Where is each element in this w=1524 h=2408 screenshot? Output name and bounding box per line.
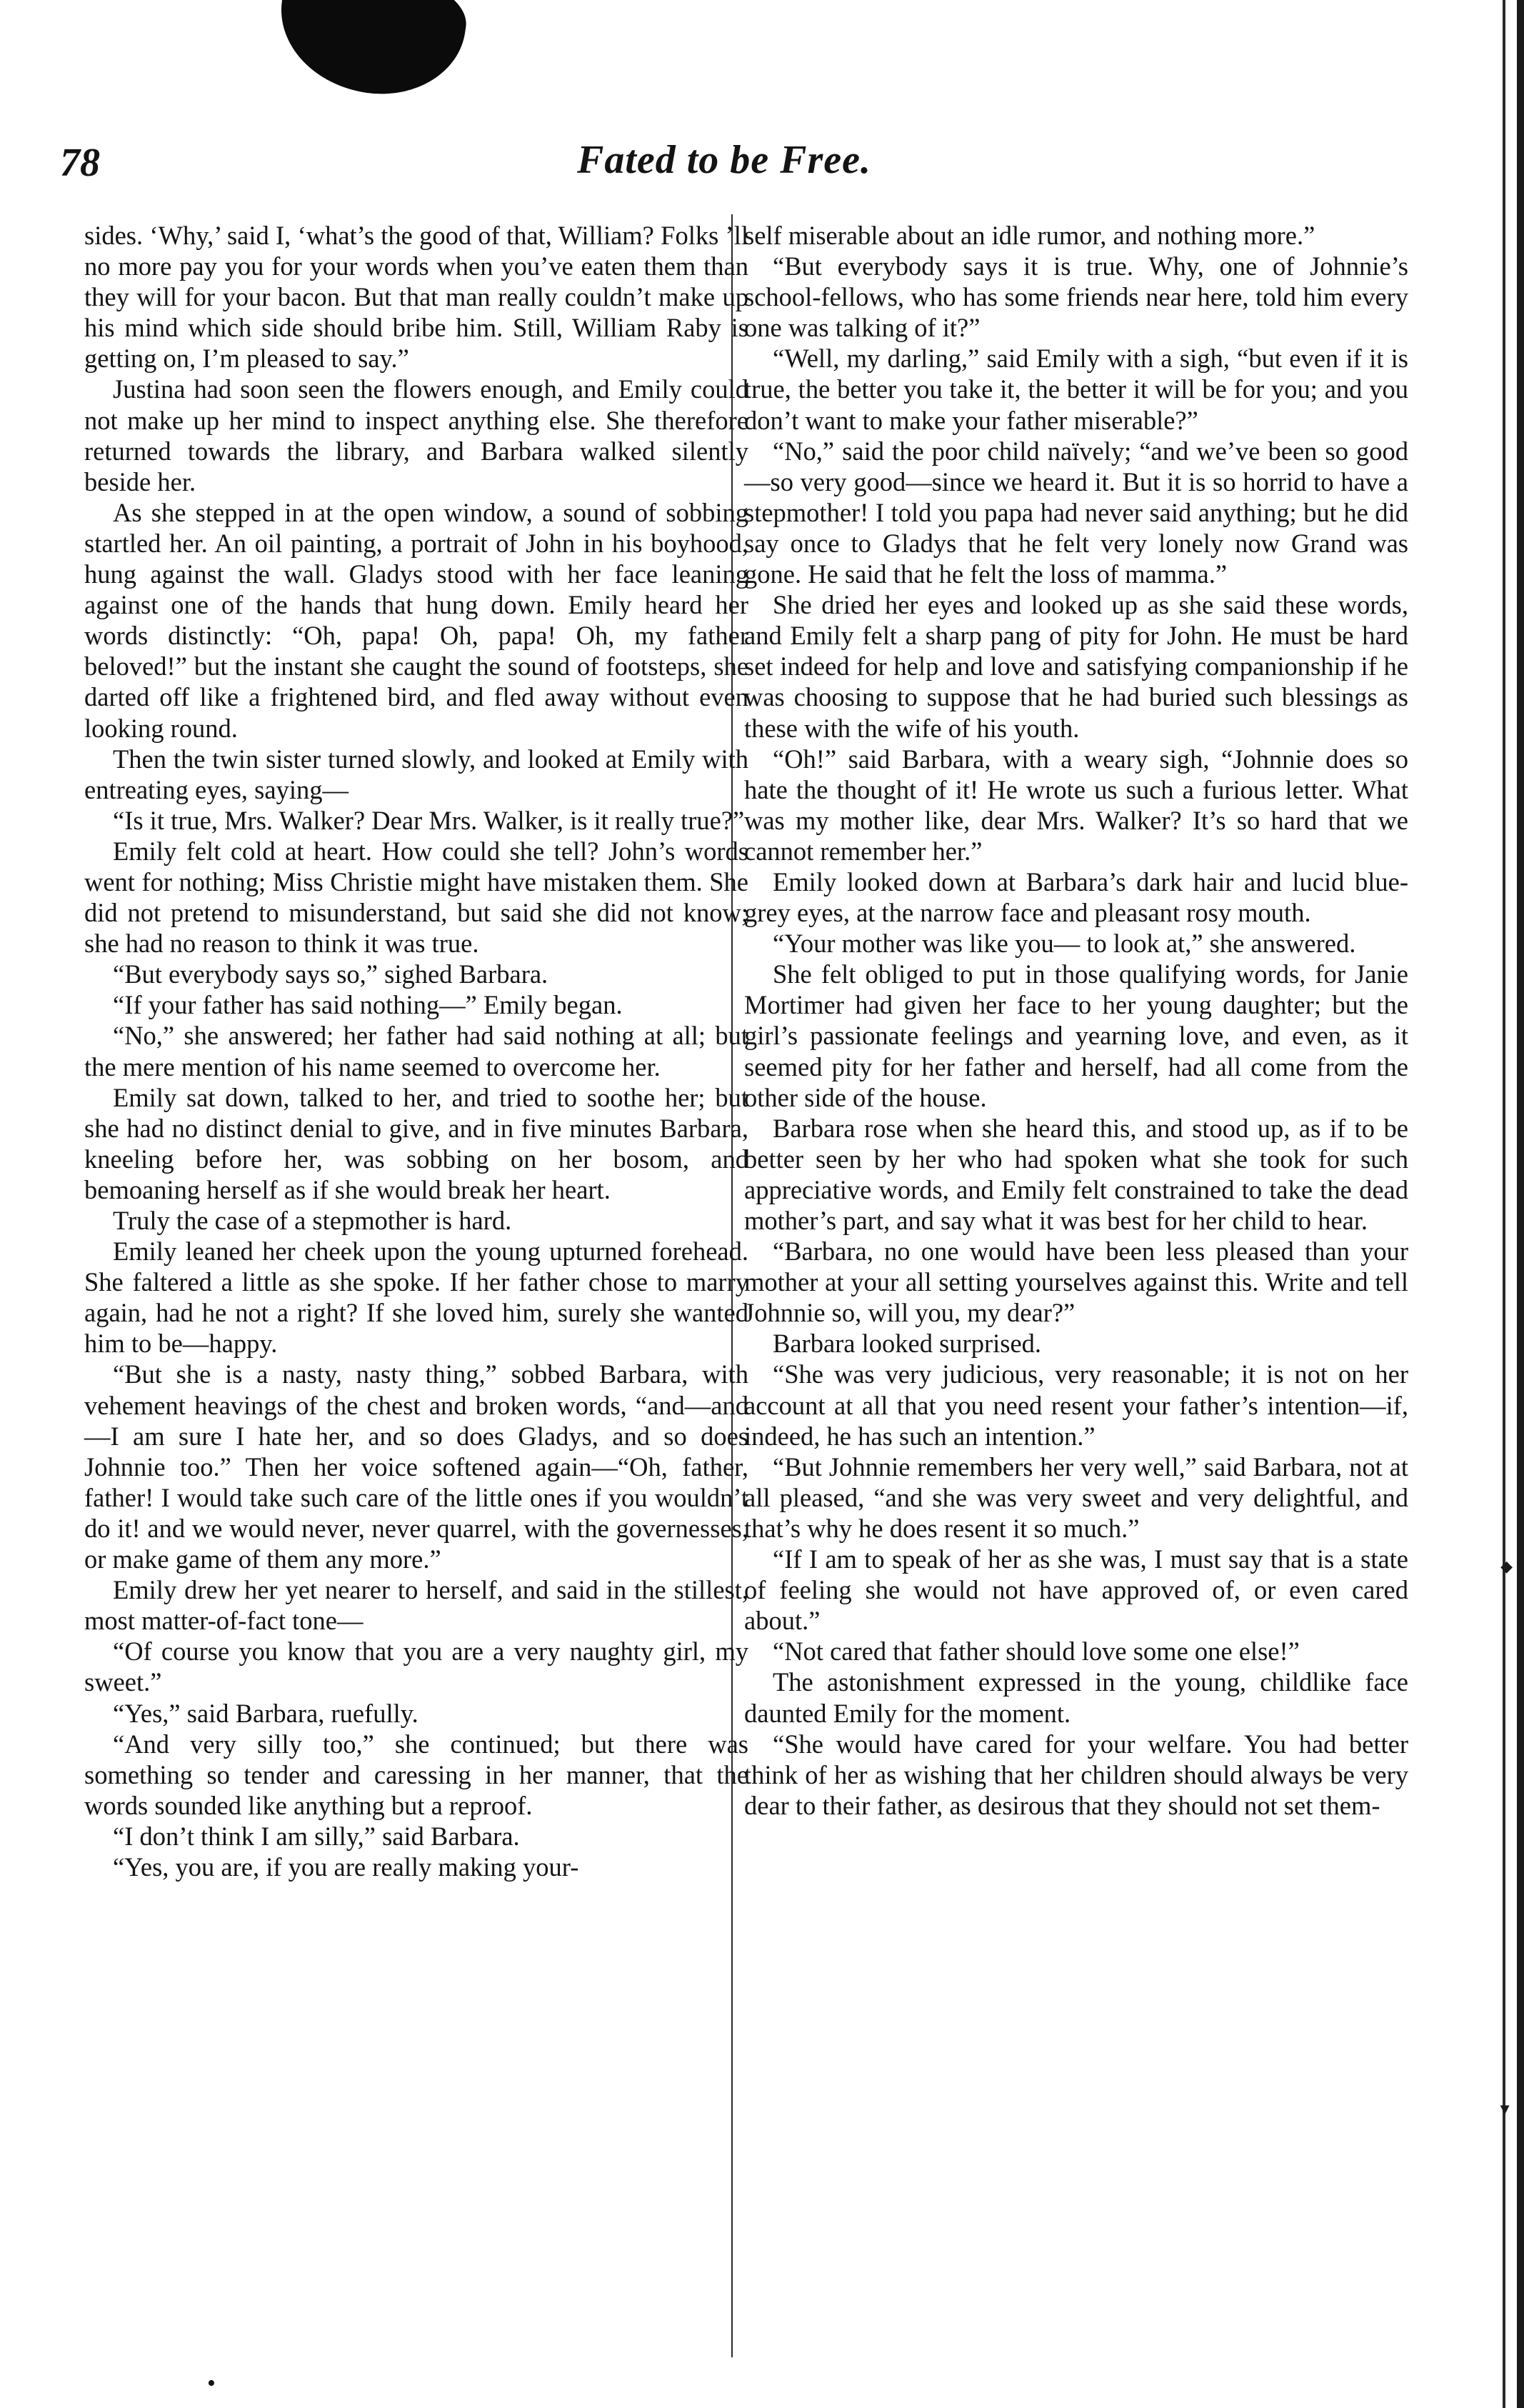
paragraph: “But she is a nasty, nasty thing,” sobbed Barbara, with vehement heavings of the chest and broken words, “and—and—I am sure I hate her, and so does Gladys, and so does Johnnie too.” Then her voice softened again—“Oh, father, father! I would take such care of the little ones if you wouldn’t do it! and we would never, never quarrel, with the governesses, or make game of them any more.” [84,1359,748,1574]
paragraph: As she stepped in at the open window, a sound of sobbing startled her. An oil painting, a portrait of John in his boyhood, hung against the wall. Gladys stood with her face leaning against one of the hands that hung down. Emily heard her words distinctly: “Oh, papa! Oh, papa! Oh, my father beloved!” but the instant she caught the sound of footsteps, she darted off like a frightened bird, and fled away without even looking round. [84,497,748,743]
paragraph: “But everybody says so,” sighed Barbara. [113,959,548,989]
paragraph: “Is it true, Mrs. Walker? Dear Mrs. Walker, is it really true?” [113,805,745,835]
left-column [84,220,748,1882]
paragraph: “Barbara, no one would have been less pleased than your mother at your all setting yourselves against this. Write and tell Johnnie so, will you, my dear?” [744,1237,1408,1328]
paragraph: “But everybody says it is true. Why, one of Johnnie’s school-fellows, who has some friends near here, told him every one was talking of it?” [744,251,1408,343]
paragraph: “No,” she answered; her father had said nothing at all; but the mere mention of his name seemed to overcome her. [84,1021,748,1081]
paragraph: “But Johnnie remembers her very well,” said Barbara, not at all pleased, “and she was very sweet and very delightful, and that’s why he does resent it so much.” [744,1452,1408,1543]
paragraph: She felt obliged to put in those qualifying words, for Janie Mortimer had given her face to her young daughter; but the girl’s passionate feelings and yearning love, and even, as it seemed pity for her father and herself, had all come from the other side of the house. [744,959,1408,1112]
paragraph: Barbara looked surprised. [773,1329,1042,1359]
paragraph: “I don’t think I am silly,” said Barbara. [113,1821,520,1851]
paragraph: Emily looked down at Barbara’s dark hair and lucid blue-grey eyes, at the narrow face and pleasant rosy mouth. [744,866,1408,928]
paragraph: She dried her eyes and looked up as she said these words, and Emily felt a sharp pang of pity for John. He must be hard set indeed for help and love and satisfying companionship if he was choosing to suppose that he had buried such blessings as these with the wife of his youth. [744,590,1408,743]
paragraph: Emily sat down, talked to her, and tried to soothe her; but she had no distinct denial to give, and in five minutes Barbara, kneeling before her, was sobbing on her bosom, and bemoaning herself as if she would break her heart. [84,1082,748,1204]
paragraph: Truly the case of a stepmother is hard. [113,1206,512,1235]
paragraph: The astonishment expressed in the young, childlike face daunted Emily for the moment. [744,1667,1408,1728]
right-column [744,220,1408,1821]
page-header [60,127,1388,191]
paragraph: Barbara rose when she heard this, and stood up, as if to be better seen by her who had spoken what she took for such appreciative words, and Emily felt constrained to take the dead mother’s part, and say what it was best for her child to hear. [744,1113,1408,1235]
paragraph: “If I am to speak of her as she was, I must say that is a state of feeling she would not have approved of, or even cared about.” [744,1544,1408,1636]
paragraph: Emily felt cold at heart. How could she tell? John’s words went for nothing; Miss Christie might have mistaken them. She did not pretend to misunderstand, but said she did not know; she had no reason to think it was true. [84,836,748,959]
paragraph: sides. ‘Why,’ said I, ‘what’s the good of that, William? Folks ’ll no more pay you for your words when you’ve eaten them than they will for your bacon. But that man really couldn’t make up his mind which side should bribe him. Still, William Raby is getting on, I’m pleased to say.” [84,221,748,374]
paragraph: self miserable about an idle rumor, and nothing more.” [744,221,1315,250]
paragraph: “Well, my darling,” said Emily with a sigh, “but even if it is true, the better you take it, the better it will be for you; and you don’t want to make your father miserable?” [744,344,1408,435]
edge-mark: ▼ [1497,2100,1513,2118]
paragraph: “Oh!” said Barbara, with a weary sigh, “Johnnie does so hate the thought of it! He wrote us such a furious letter. What was my mother like, dear Mrs. Walker? It’s so hard that we cannot remember her.” [744,744,1408,866]
page-number: 78 [60,141,100,185]
paragraph: “Yes,” said Barbara, ruefully. [113,1698,418,1728]
paragraph: “Yes, you are, if you are really making your- [113,1852,579,1882]
paragraph: “If your father has said nothing—” Emily began. [113,990,623,1020]
ink-blot [271,0,471,105]
page-edge-line [1503,0,1505,2408]
edge-mark: ◆ [1500,1557,1513,1575]
paragraph: Justina had soon seen the flowers enough, and Emily could not make up her mind to inspect anything else. She therefore returned towards the library, and Barbara walked silently beside her. [84,374,748,496]
paragraph: “Not cared that father should love some one else!” [773,1637,1300,1667]
paragraph: “No,” said the poor child naïvely; “and we’ve been so good—so very good—since we heard it. But it is so horrid to have a stepmother! I told you papa had never said anything; but he did say once to Gladys that he felt very lonely now Grand was gone. He said that he felt the loss of mamma.” [744,436,1408,589]
paragraph: “She was very judicious, very reasonable; it is not on her account at all that you need resent your father’s intention—if, indeed, he has such an intention.” [744,1359,1408,1451]
paragraph: “She would have cared for your welfare. You had better think of her as wishing that her children should always be very dear to their father, as desirous that they should not set them- [744,1729,1408,1820]
paragraph: “And very silly too,” she continued; but there was something so tender and caressing in her manner, that the words sounded like anything but a reproof. [84,1729,748,1820]
paragraph: Emily drew her yet nearer to herself, and said in the stillest, most matter-of-fact tone— [84,1575,748,1636]
bottom-dot: • [207,2370,216,2397]
paragraph: “Your mother was like you— to look at,” she answered. [773,929,1356,959]
running-title: Fated to be Free. [576,138,872,182]
paragraph: Then the twin sister turned slowly, and looked at Emily with entreating eyes, saying— [84,744,748,804]
paragraph: “Of course you know that you are a very naughty girl, my sweet.” [84,1637,748,1697]
page-edge-bar [1517,0,1524,2408]
paragraph: Emily leaned her cheek upon the young upturned forehead. She faltered a little as she spoke. If her father chose to marry again, had he not a right? If she loved him, surely she wanted him to be—happy. [84,1237,748,1359]
